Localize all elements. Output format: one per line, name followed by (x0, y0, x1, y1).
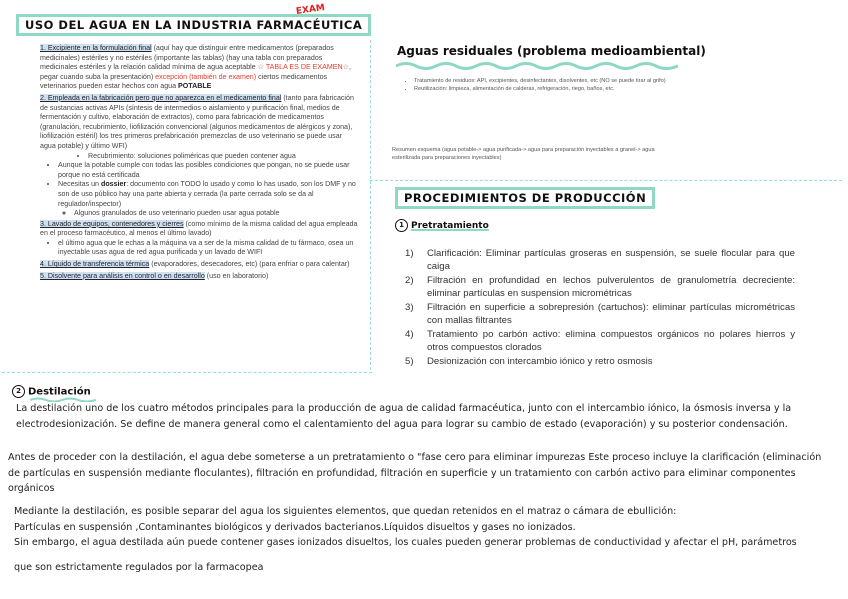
aguas-residuales-list (402, 78, 677, 93)
destilacion-paragraph-3: Mediante la destilación, es posible separar del agua los siguientes elementos, que quedan retenidos en el matraz o cámara de ebullición: Partículas en suspensión ,Contaminantes biológicos y derivados bacterianos.Líquidos disueltos y gases no ionizados. Sin embargo, el agua destilada aún puede contener gases ionizados disueltos, los cuales pueden generar problemas de conductividad y afectar el pH, parámetros (14, 506, 797, 548)
number-1-icon: 1 (395, 219, 408, 232)
bullet-ultimo: • el último agua que le echas a la máquina va a ser de la misma calidad de tu fármaco, osea un inyectable usas agua de red agua purificada y un lavado de WIFI (58, 239, 358, 258)
aguas-bullet-reutilizacion: • Reutilización: limpieza, alimentación de calderas, refrigeración, riego, baños, etc. (414, 86, 677, 94)
bullet-aunque: • Aunque la potable cumple con todas las posibles condiciones que pongan, no se puede usar porque no está certificada (58, 161, 358, 180)
list-item: 1) Clarificación: Eliminar partículas groseras en suspensión, se suele flocular para que caiga (405, 248, 795, 272)
uso-item-2: 2. Empleada en la fabricación pero que no aparezca en el medicamento final (tanto para fabricación de sustancias activas APIs (síntesis de intermedios o aislamiento y purificación final, medios de fermentación y cultivo, elaboración de extractos), como para fabricación de medicamentos (granulación, recubrimiento, liofilización convencional (algunos medicamentos de alérgicos y zona), liofilización estéril) los tres primeros prefabricación premezclas de uso veterinario se puede usar agua potable) y último WFI) (40, 93, 354, 150)
uso-item-3: 3. Lavado de equipos, contenedores y cierres (como mínimo de la misma calidad del agua empleada en el proceso farmacéutico, al menos el último lavado) (40, 219, 358, 238)
resumen-esquema: Resumen esquema (agua potable-> agua purificada-> agua para preparación inyectables a granel-> agua esterilizada para preparaciones inyectables) (392, 147, 655, 161)
divider-horizontal-left (2, 372, 372, 373)
destilacion-paragraph-2: Antes de proceder con la destilación, el agua debe someterse a un pretratamiento o "fase cero para eliminar impurezas Este proceso incluye la clarificación (eliminación de partículas en suspensión mediante floculantes), filtración en profundidad, filtración en superficie y un tratamiento con carbón activo para eliminar componentes orgánicos (8, 452, 822, 494)
bullet-necesitas: • Necesitas un dossier: documento con TODO lo usado y como lo has usado, son los DMF y no son de uso público hay una parte abierta y cerrada (la parte cerrada solo se da al regulador/inspector) ◦ Algunos granulados de uso veterinario pueden usar agua potable (58, 180, 358, 218)
list-item: 3) Filtración en superficie a sobrepresión (cartuchos): eliminar partículas micrométricas con mallas filtrantes (405, 302, 795, 326)
uso-item-5: 5. Disolvente para análisis en control o en desarrollo (uso en laboratorio) (40, 271, 269, 280)
destilacion-heading: 2 Destilación (12, 385, 91, 398)
destilacion-paragraph-1: La destilación uno de los cuatro métodos principales para la producción de agua de calidad farmacéutica, junto con el intercambio iónico, la ósmosis inversa y la electrodesionización. Se define de manera general como el calentamiento del agua para lograr su cambio de estado (evaporación) y su posterior condensación. (16, 403, 792, 430)
exam-tag: EXAM (295, 3, 326, 17)
sub-bullet-granulados: ◦ Algunos granulados de uso veterinario pueden usar agua potable (74, 209, 358, 219)
pretratamiento-heading: 1 Pretratamiento (395, 219, 489, 232)
procedimientos-title: PROCEDIMIENTOS DE PRODUCCIÓN (395, 187, 655, 209)
usos-agua-list (40, 44, 358, 281)
sub-bullet-recubrimiento: • Recubrimiento: soluciones poliméricas que pueden contener agua (88, 152, 358, 162)
number-2-icon: 2 (12, 385, 25, 398)
aguas-residuales-title: Aguas residuales (problema medioambiental) (397, 44, 706, 58)
list-item: 4) Tratamiento po carbón activo: elimina compuestos orgánicos no polares hierros y otros compuestos clorados (405, 329, 795, 353)
list-item: 5) Desionización con intercambio iónico y retro osmosis (405, 356, 653, 367)
list-item: 2) Filtración en profundidad en lechos pulverulentos de granulometría decreciente: eliminar partículas en suspension micrométricas (405, 275, 795, 299)
divider-horizontal-right (370, 180, 842, 181)
aguas-bullet-tratamiento: • Tratamiento de residuos: API, excipientes, desinfectantes, disolventes, etc (NO se puede tirar al grifo) (414, 78, 677, 86)
page-title: USO DEL AGUA EN LA INDUSTRIA FARMACÉUTICA (16, 14, 371, 36)
wave-underline (396, 61, 678, 71)
divider-vertical (370, 40, 371, 370)
destilacion-paragraph-4: que son estrictamente regulados por la farmacopea (14, 562, 264, 573)
pretratamiento-list (405, 247, 795, 369)
uso-item-4: 4. Líquido de transferencia térmica (evaporadores, desecadores, etc) (para enfriar o para calentar) (40, 260, 350, 269)
uso-item-1: 1. Excipiente en la formulación final (aquí hay que distinguir entre medicamentos (preparados medicinales) estériles y no estériles (importante las tablas) (hay una tabla con preparados medicinales estériles y la relación calidad mínima de agua aceptable ☆ TABLA ES DE EXAMEN☆, pegar cuando suba la presentación) excepción (también de examen) ciertos medicamentos veterinarios pueden estar hechos con agua POTABLE (40, 44, 351, 91)
